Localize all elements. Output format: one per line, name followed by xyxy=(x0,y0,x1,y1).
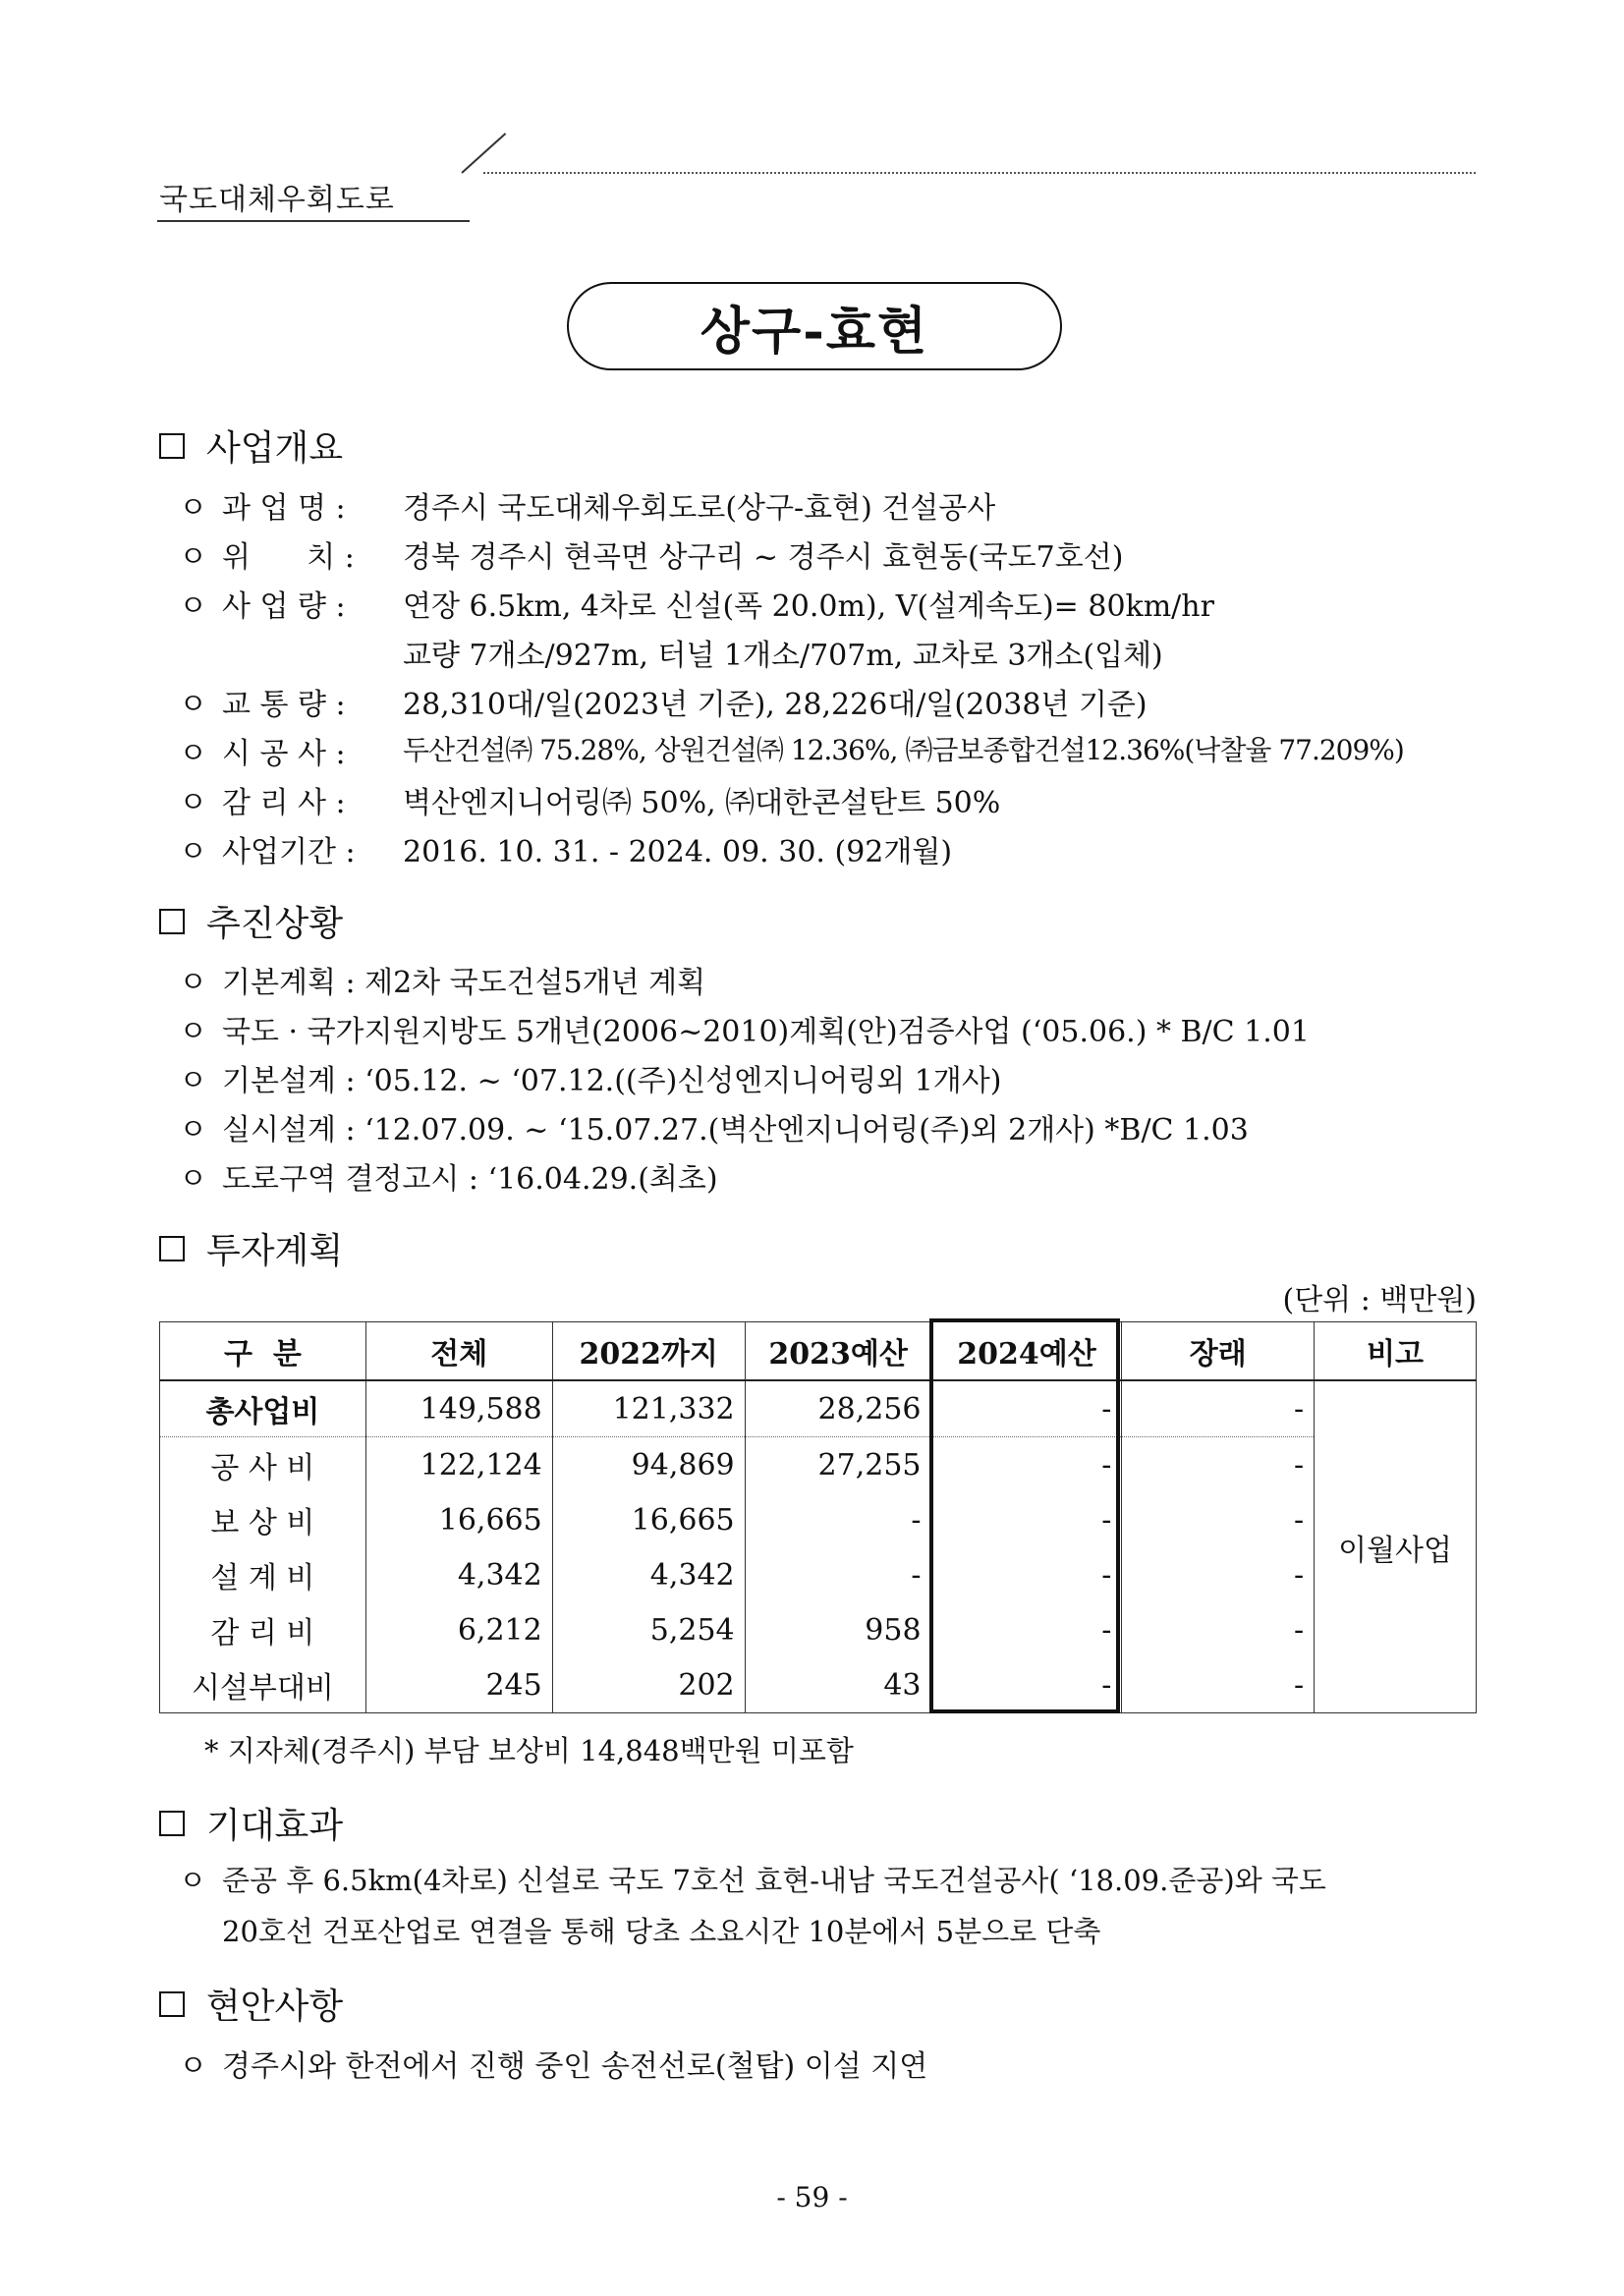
item-text: 기본설계 : ‘05.12. ~ ‘07.12.((주)신성엔지니어링외 1개사) xyxy=(222,1064,1002,1098)
checkbox-square-icon xyxy=(159,1811,185,1836)
investment-table xyxy=(159,1321,1477,1713)
table-cell: 958 xyxy=(745,1602,931,1657)
table-cell: 121,332 xyxy=(552,1380,745,1437)
item-label: 사 업 량 : xyxy=(222,589,346,624)
header-slash xyxy=(461,133,506,174)
title-box xyxy=(567,282,1062,370)
table-cell: 4,342 xyxy=(552,1547,745,1602)
row-label: 총사업비 xyxy=(160,1380,366,1437)
section-investment xyxy=(159,1223,343,1273)
table-cell: - xyxy=(1122,1380,1315,1437)
section-title: 현안사항 xyxy=(206,1987,344,2027)
item-value: 두산건설㈜ 75.28%, 상원건설㈜ 12.36%, ㈜금보종합건설12.36%(낙찰율 77.209%) xyxy=(403,734,1404,766)
item-label: 사업기간 : xyxy=(222,835,356,869)
item-label: 과 업 명 : xyxy=(222,491,346,526)
circle-bullet-icon: ㅇ xyxy=(179,589,207,624)
table-cell: - xyxy=(745,1492,931,1547)
table-cell: - xyxy=(745,1547,931,1602)
row-label: 설 계 비 xyxy=(160,1547,366,1602)
column-header: 전체 xyxy=(365,1322,552,1381)
table-cell: 43 xyxy=(745,1657,931,1713)
circle-bullet-icon: ㅇ xyxy=(179,737,207,771)
effect-item xyxy=(179,1859,1326,1899)
item-text: 기본계획 : 제2차 국도건설5개년 계획 xyxy=(222,966,706,1000)
section-progress xyxy=(159,896,343,946)
section-issues xyxy=(159,1979,343,2029)
section-title: 사업개요 xyxy=(206,428,344,469)
circle-bullet-icon: ㅇ xyxy=(179,1113,207,1148)
item-text: 실시설계 : ‘12.07.09. ~ ‘15.07.27.(벽산엔지니어링(주)외 2개사) *B/C 1.03 xyxy=(222,1113,1249,1148)
item-value: 연장 6.5km, 4차로 신설(폭 20.0m), V(설계속도)= 80km/hr xyxy=(403,589,1214,624)
row-label: 감 리 비 xyxy=(160,1602,366,1657)
section-title: 투자계획 xyxy=(206,1231,344,1271)
circle-bullet-icon: ㅇ xyxy=(179,540,207,575)
item-value: 28,310대/일(2023년 기준), 28,226대/일(2038년 기준) xyxy=(403,688,1148,722)
column-header: 2023예산 xyxy=(745,1322,931,1381)
table-cell: - xyxy=(931,1437,1122,1493)
table-cell: - xyxy=(1122,1657,1315,1713)
column-header: 2024예산 xyxy=(931,1322,1122,1381)
progress-item xyxy=(179,1007,1310,1050)
column-header: 장래 xyxy=(1122,1322,1315,1381)
row-label: 보 상 비 xyxy=(160,1492,366,1547)
table-cell: 122,124 xyxy=(365,1437,552,1493)
header-underline xyxy=(157,220,470,222)
item-label: 교 통 량 : xyxy=(222,688,346,722)
item-text: 준공 후 6.5km(4차로) 신설로 국도 7호선 효현-내남 국도건설공사( ‘18.09.준공)와 국도 xyxy=(222,1864,1326,1897)
circle-bullet-icon: ㅇ xyxy=(179,835,207,869)
circle-bullet-icon: ㅇ xyxy=(179,786,207,820)
circle-bullet-icon: ㅇ xyxy=(179,1162,207,1197)
table-row xyxy=(160,1492,1477,1547)
overview-item xyxy=(179,582,377,625)
table-cell: - xyxy=(931,1602,1122,1657)
overview-item xyxy=(179,680,377,723)
progress-item xyxy=(179,958,705,1001)
checkbox-square-icon xyxy=(159,433,185,459)
progress-item xyxy=(179,1154,718,1198)
header-dotted-rule xyxy=(483,172,1476,174)
table-cell: 27,255 xyxy=(745,1437,931,1493)
table-row xyxy=(160,1380,1477,1437)
table-cell: - xyxy=(1122,1547,1315,1602)
column-header: 비고 xyxy=(1315,1322,1477,1381)
page-number: - 59 - xyxy=(776,2181,848,2213)
table-cell: - xyxy=(931,1657,1122,1713)
item-text: 도로구역 결정고시 : ‘16.04.29.(최초) xyxy=(222,1162,718,1197)
issues-item xyxy=(179,2042,927,2085)
item-label: 위 치 : xyxy=(222,540,355,575)
section-title: 추진상황 xyxy=(206,904,344,944)
row-label: 시설부대비 xyxy=(160,1657,366,1713)
table-cell: - xyxy=(1122,1602,1315,1657)
table-header-row xyxy=(160,1322,1477,1381)
table-cell: 94,869 xyxy=(552,1437,745,1493)
overview-item xyxy=(179,827,377,870)
table-row xyxy=(160,1547,1477,1602)
checkbox-square-icon xyxy=(159,1236,185,1261)
table-row xyxy=(160,1437,1477,1493)
table-cell: 16,665 xyxy=(552,1492,745,1547)
table-cell: - xyxy=(931,1380,1122,1437)
row-label: 공 사 비 xyxy=(160,1437,366,1493)
circle-bullet-icon: ㅇ xyxy=(179,688,207,722)
overview-item xyxy=(179,729,377,772)
table-row xyxy=(160,1602,1477,1657)
table-cell: - xyxy=(931,1492,1122,1547)
item-value-continued: 교량 7개소/927m, 터널 1개소/707m, 교차로 3개소(입체) xyxy=(403,639,1163,673)
table-footnote: * 지자체(경주시) 부담 보상비 14,848백만원 미포함 xyxy=(204,1734,854,1767)
table-cell: - xyxy=(1122,1492,1315,1547)
item-label: 감 리 사 : xyxy=(222,786,346,820)
overview-item xyxy=(179,483,377,527)
circle-bullet-icon: ㅇ xyxy=(179,1015,207,1049)
table-cell: 16,665 xyxy=(365,1492,552,1547)
table-cell: - xyxy=(931,1547,1122,1602)
remark-cell: 이월사업 xyxy=(1315,1380,1477,1713)
item-label: 시 공 사 : xyxy=(222,737,346,771)
table-cell: 202 xyxy=(552,1657,745,1713)
circle-bullet-icon: ㅇ xyxy=(179,966,207,1000)
item-value: 경주시 국도대체우회도로(상구-효현) 건설공사 xyxy=(403,491,996,526)
column-header: 구 분 xyxy=(160,1322,366,1381)
table-cell: 6,212 xyxy=(365,1602,552,1657)
column-header: 2022까지 xyxy=(552,1322,745,1381)
table-cell: 4,342 xyxy=(365,1547,552,1602)
overview-item xyxy=(179,532,377,576)
checkbox-square-icon xyxy=(159,1991,185,2017)
item-text: 국도 · 국가지원지방도 5개년(2006~2010)계획(안)검증사업 (‘05.06.) * B/C 1.01 xyxy=(222,1015,1310,1049)
circle-bullet-icon: ㅇ xyxy=(179,1864,207,1897)
circle-bullet-icon: ㅇ xyxy=(179,1064,207,1098)
table-cell: 149,588 xyxy=(365,1380,552,1437)
item-text: 경주시와 한전에서 진행 중인 송전선로(철탑) 이설 지연 xyxy=(222,2049,928,2084)
page-title: 상구-효현 xyxy=(700,301,929,362)
item-value: 경북 경주시 현곡면 상구리 ~ 경주시 효현동(국도7호선) xyxy=(403,540,1124,575)
progress-item xyxy=(179,1056,1001,1099)
progress-item xyxy=(179,1105,1249,1148)
unit-label: (단위 : 백만원) xyxy=(1282,1283,1477,1317)
circle-bullet-icon: ㅇ xyxy=(179,2049,207,2084)
section-overview xyxy=(159,420,343,471)
checkbox-square-icon xyxy=(159,909,185,934)
overview-item xyxy=(179,778,377,821)
section-effect xyxy=(159,1798,343,1848)
table-cell: 28,256 xyxy=(745,1380,931,1437)
item-value: 벽산엔지니어링㈜ 50%, ㈜대한콘설탄트 50% xyxy=(403,786,1001,820)
item-text-continued: 20호선 건포산업로 연결을 통해 당초 소요시간 10분에서 5분으로 단축 xyxy=(222,1915,1101,1948)
circle-bullet-icon: ㅇ xyxy=(179,491,207,526)
table-row xyxy=(160,1657,1477,1713)
section-title: 기대효과 xyxy=(206,1806,344,1846)
table-cell: - xyxy=(1122,1437,1315,1493)
table-cell: 245 xyxy=(365,1657,552,1713)
header-label: 국도대체우회도로 xyxy=(159,183,395,217)
table-cell: 5,254 xyxy=(552,1602,745,1657)
item-value: 2016. 10. 31. - 2024. 09. 30. (92개월) xyxy=(403,835,953,869)
